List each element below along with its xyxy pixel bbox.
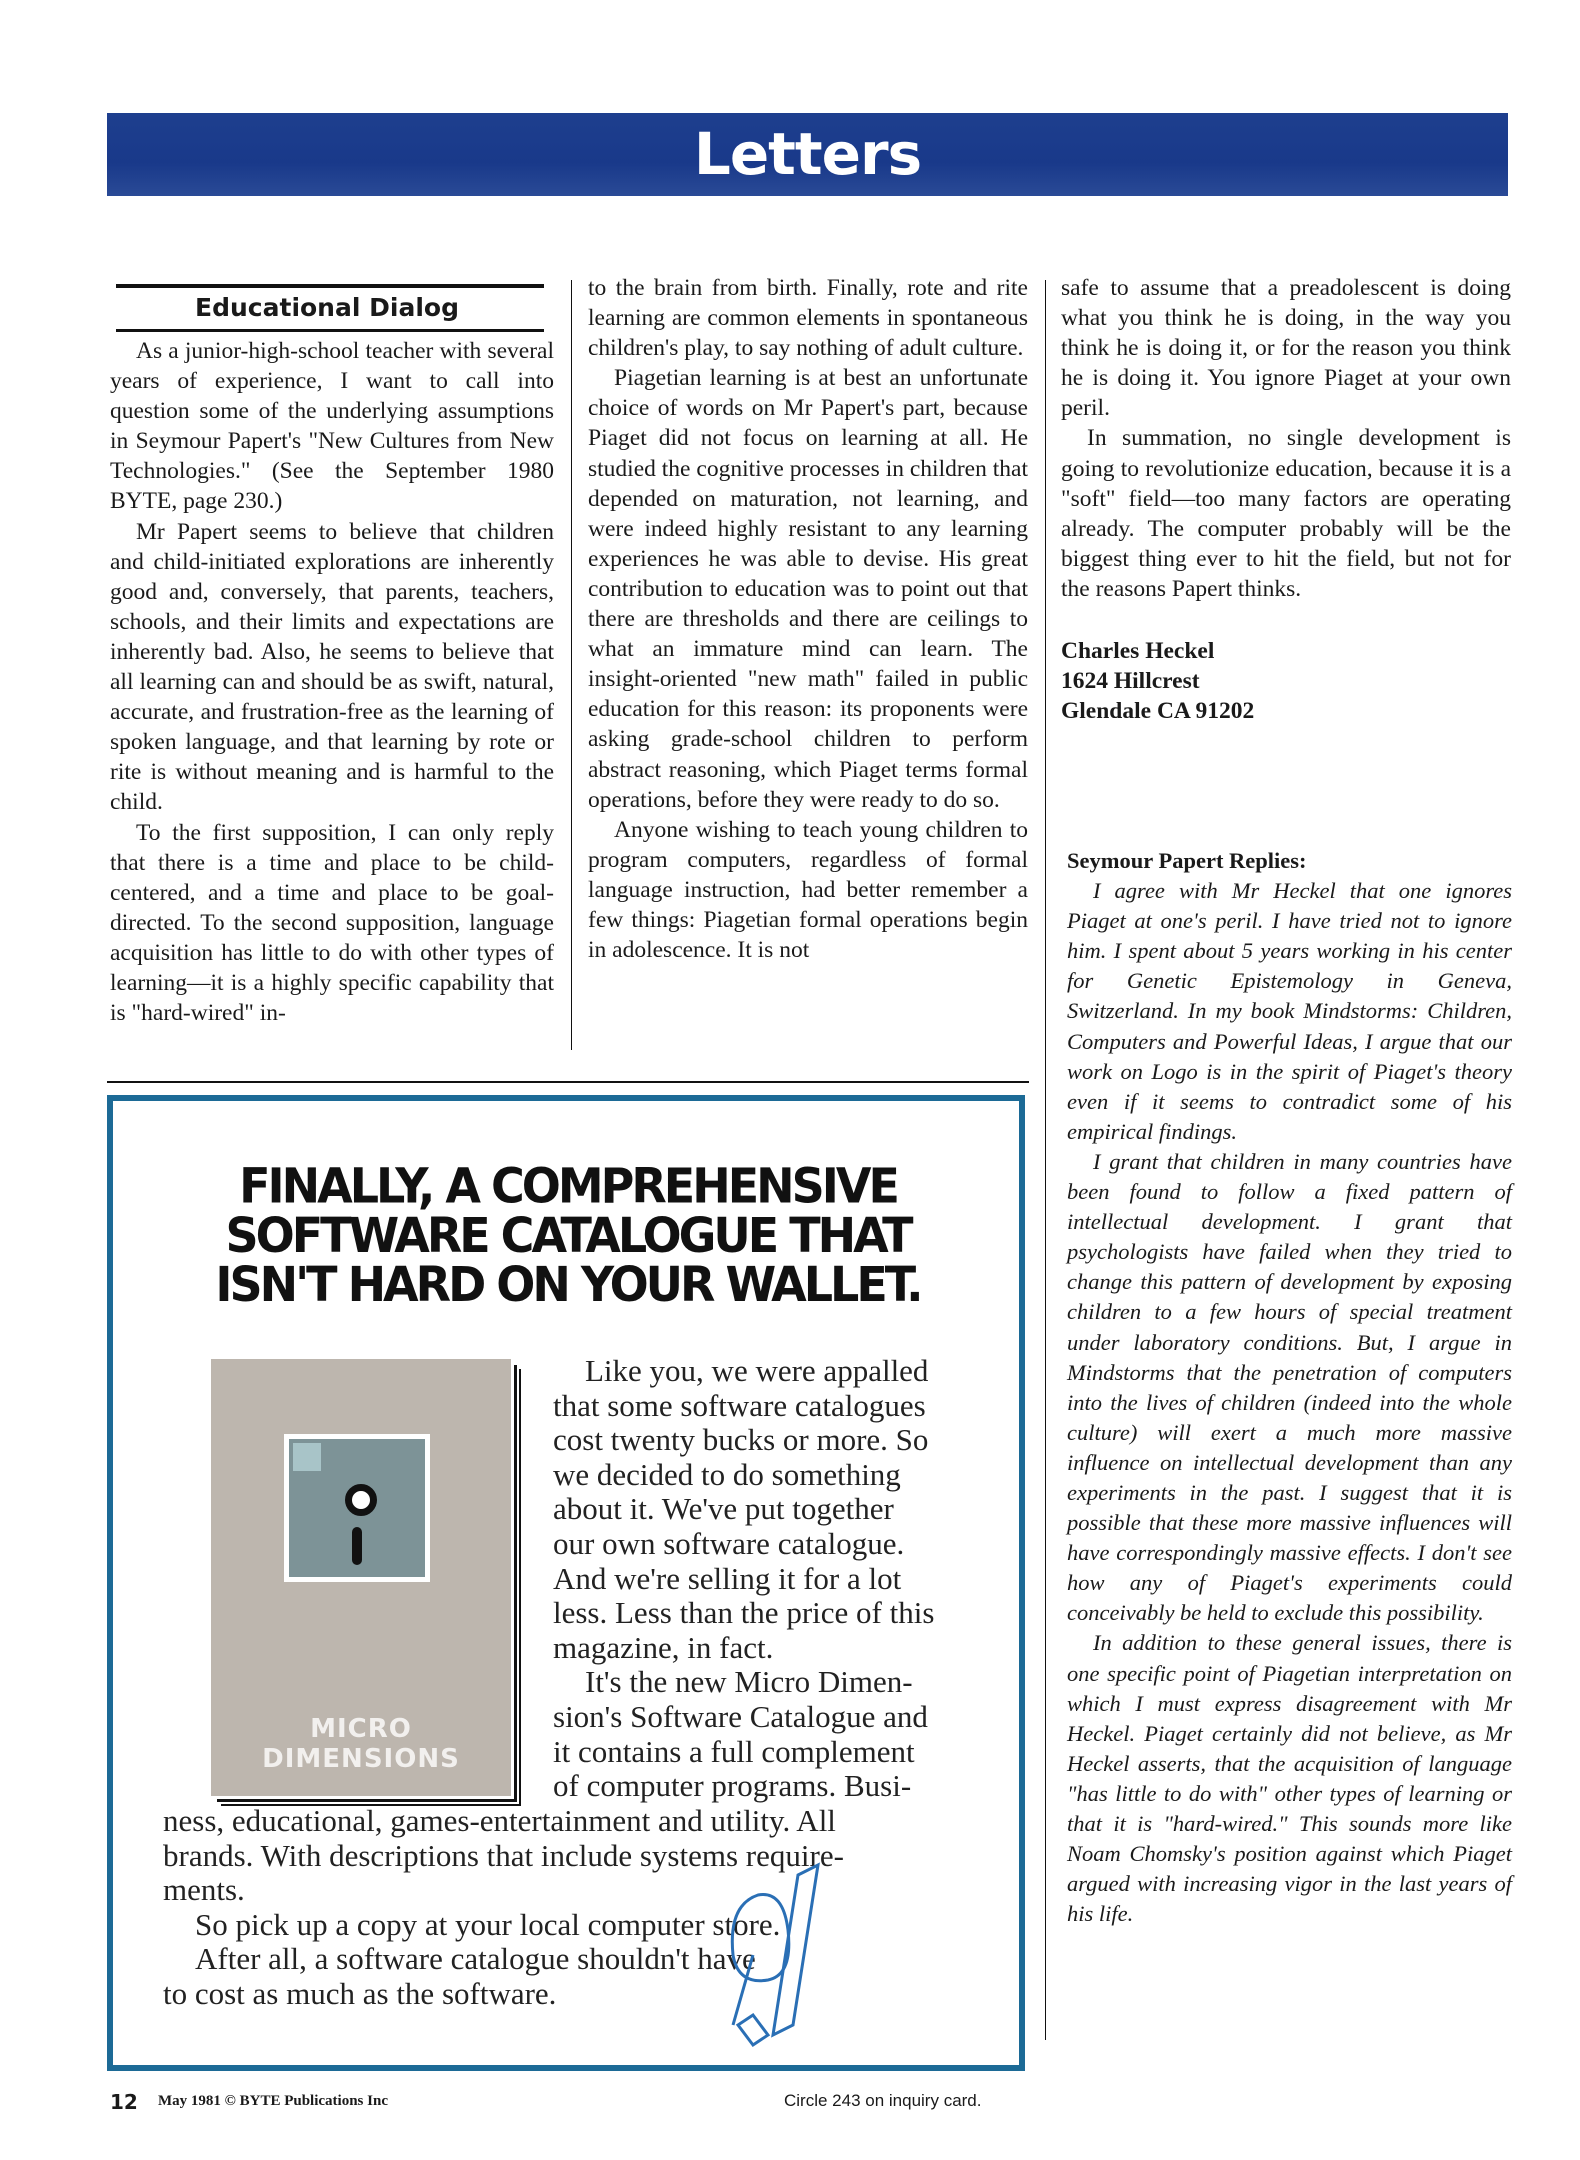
page-title: Letters	[693, 120, 922, 188]
paragraph: I grant that children in many countries have been found to follow a fixed pattern of intellectual development. I grant that psychologists have failed when they tried to change this pattern of development by exposing children to a few hours of special treatment under laboratory conditions. But, I argue in Mindstorms that the penetration of computers into the lives of children (indeed into the whole culture) will exert a much more massive influence on intellectual development than any experiments in the past. I suggest that it is possible that these more massive influences will have correspondingly massive effects. I don't see how any of Piaget's experiments could conceivably be held to exclude this possibility.	[1067, 1148, 1512, 1626]
reply-column	[1067, 846, 1512, 1929]
issue-line: May 1981 © BYTE Publications Inc	[158, 2093, 388, 2109]
advertisement	[107, 1095, 1025, 2071]
column-divider	[1045, 280, 1046, 2040]
cover-brand: MICRO DIMENSIONS	[262, 1714, 460, 1774]
divider	[116, 329, 544, 332]
ad-line: magazine, in fact.	[553, 1629, 774, 1665]
ad-body-top	[553, 1354, 953, 1804]
ad-line: to cost as much as the software.	[163, 1975, 557, 2011]
headline-line: ISN'T HARD ON YOUR WALLET.	[215, 1255, 921, 1313]
catalogue-cover-image	[211, 1359, 511, 1796]
ad-line: that some software catalogues	[553, 1387, 926, 1423]
ad-headline	[168, 1157, 968, 1313]
ad-line: brands. With descriptions that include systems require-	[163, 1837, 844, 1873]
paragraph: Mr Papert seems to believe that children and child-initiated explorations are inherently good and, conversely, that parents, teachers, schools, and their limits and expectations are inherently bad. Also, he seems to believe that all learning can and should be as swift, natural, accurate, and frustration-free as the learning of spoken language, and that learning by rote or rite is without meaning and is harmful to the child.	[110, 518, 554, 816]
ad-line: So pick up a copy at your local computer store.	[195, 1906, 781, 1942]
ad-line: we decided to do something	[553, 1456, 901, 1492]
ad-line: It's the new Micro Dimen-	[585, 1664, 913, 1700]
ad-line: After all, a software catalogue shouldn't have	[195, 1941, 756, 1977]
divider	[116, 284, 544, 288]
paragraph: Anyone wishing to teach young children to program computers, regardless of formal language instruction, had better remember a few things: Piagetian formal operations begin in adolescence. It is not	[588, 816, 1028, 964]
paragraph: I agree with Mr Heckel that one ignores Piaget at one's peril. I have tried not to ignore him. I spent about 5 years working in his center for Genetic Epistemology in Geneva, Switzerland. In my book Mindstorms: Children, Computers and Powerful Ideas, I argue that our work on Logo is in the spirit of Piaget's theory even if it seems to contradict some of his empirical findings.	[1067, 878, 1512, 1144]
signature-city: Glendale CA 91202	[1061, 698, 1255, 725]
letter-column-3	[1061, 273, 1511, 726]
ad-line: cost twenty bucks or more. So	[553, 1422, 929, 1458]
floppy-disk-icon	[284, 1434, 430, 1582]
signature	[1061, 636, 1511, 726]
inquiry-line: Circle 243 on inquiry card.	[784, 2091, 982, 2110]
ad-line: our own software catalogue.	[553, 1525, 905, 1561]
paragraph: In addition to these general issues, there is one specific point of Piagetian interpretation on which I must express disagreement with Mr Heckel. Piaget certainly did not believe, as Mr Heckel asserts, that the acquisition of language "has little to do with" other types of learning or that it is "hard-wired." This sounds more like Noam Chomsky's position against which Piaget argued with increasing vigor in the last years of his life.	[1067, 1630, 1512, 1927]
paragraph: safe to assume that a preadolescent is doing what you think he is doing, in the way you think he is doing it, or for the reason you think he is doing it. You ignore Piaget at your own peril.	[1061, 275, 1511, 422]
paragraph: As a junior-high-school teacher with several years of experience, I want to call into question some of the underlying assumptions in Seymour Papert's "New Cultures from New Technologies." (See the September 1980 BYTE, page 230.)	[110, 338, 554, 515]
paragraph: to the brain from birth. Finally, rote and rite learning are common elements in spontaneous children's play, to say nothing of adult culture.	[588, 275, 1028, 362]
ad-line: And we're selling it for a lot	[553, 1560, 902, 1596]
ad-line: less. Less than the price of this	[553, 1595, 935, 1631]
ad-line: of computer programs. Busi-	[553, 1768, 912, 1804]
paragraph: Piagetian learning is at best an unfortunate choice of words on Mr Papert's part, because Piaget did not focus on learning at all. He studied the cognitive processes in children that depended on maturation, not learning, and were indeed highly resistant to any learning experiences he was able to devise. His great contribution to education was to point out that there are thresholds and there are ceilings to what an immature mind can learn. The insight-oriented "new math" failed in public education for this reason: its proponents were asking grade-school children to perform abstract reasoning, which Piaget terms formal operations, before they were ready to do so.	[588, 365, 1028, 813]
ad-line: Like you, we were appalled	[585, 1353, 929, 1388]
reply-heading: Seymour Papert Replies:	[1067, 848, 1307, 873]
section-title: Educational Dialog	[195, 293, 459, 322]
ad-line: ness, educational, games-entertainment and utility. All	[163, 1803, 836, 1838]
paragraph: To the first supposition, I can only reply that there is a time and place to be child-centered, and a time and place to be goal-directed. To the second supposition, language acquisition has little to do with other types of learning—it is a highly specific capability that is "hard-wired" in-	[110, 819, 554, 1027]
divider	[107, 1081, 1029, 1083]
section-banner	[107, 113, 1508, 196]
headline-line: FINALLY, A COMPREHENSIVE	[239, 1157, 897, 1214]
letter-column-1	[110, 336, 554, 1028]
signature-name: Charles Heckel	[1061, 638, 1215, 665]
micro-dimensions-logo-icon	[718, 1855, 838, 2055]
signature-address: 1624 Hillcrest	[1061, 668, 1200, 695]
ad-line: sion's Software Catalogue and	[553, 1698, 928, 1734]
ad-line: about it. We've put together	[553, 1491, 894, 1527]
column-divider	[571, 280, 572, 1050]
page-number: 12	[110, 2090, 138, 2114]
letter-column-2	[588, 273, 1028, 965]
paragraph: In summation, no single development is going to revolutionize education, because it is a "soft" field—too many factors are operating already. The computer probably will be the biggest thing ever to hit the field, but not for the reasons Papert thinks.	[1061, 425, 1511, 602]
ad-line: ments.	[163, 1872, 245, 1908]
ad-line: it contains a full complement	[553, 1733, 915, 1769]
headline-line: SOFTWARE CATALOGUE THAT	[225, 1206, 911, 1264]
